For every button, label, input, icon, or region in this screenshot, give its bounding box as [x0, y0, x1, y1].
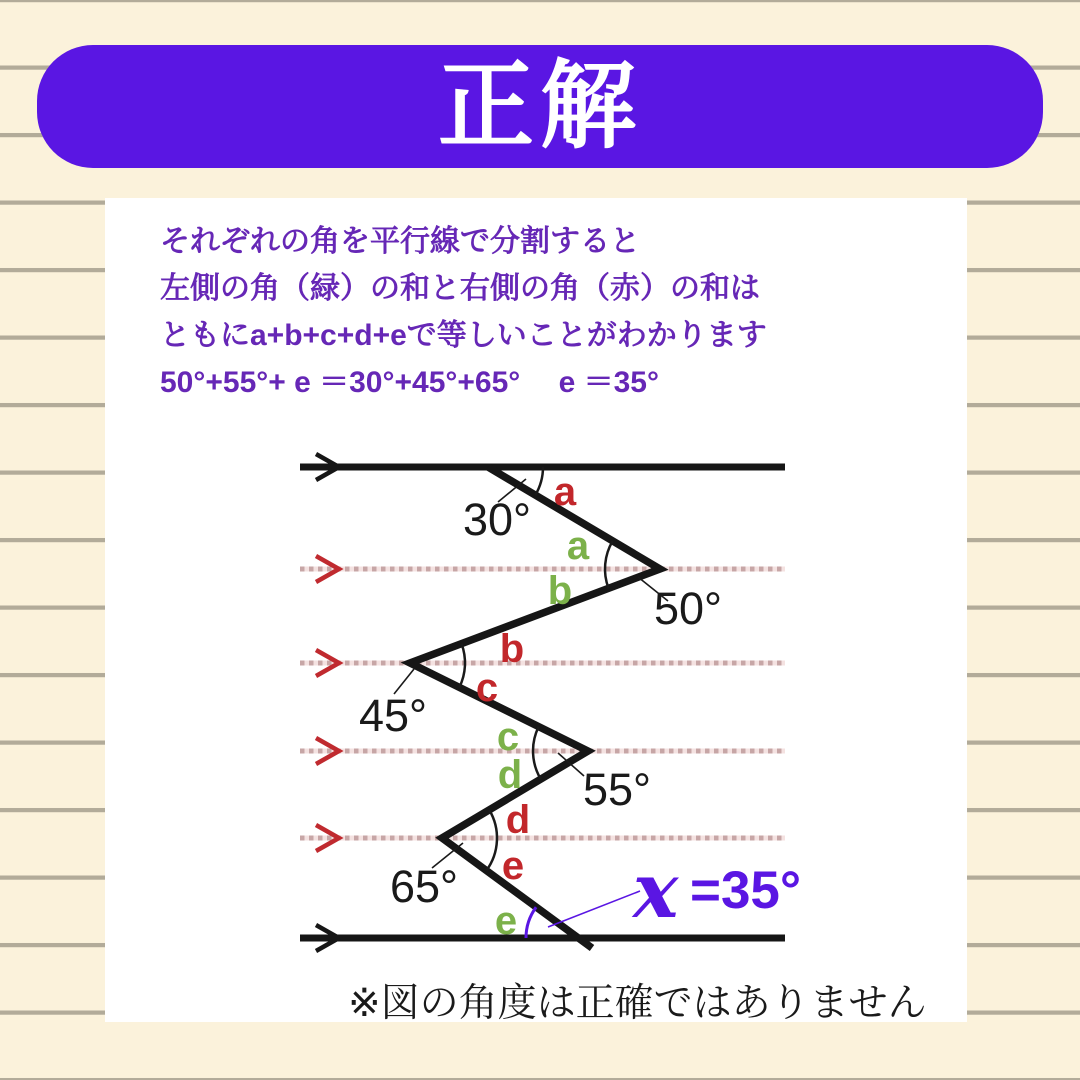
x-value: =35°: [690, 861, 802, 920]
explanation-line-2: 左側の角（緑）の和と右側の角（赤）の和は: [160, 272, 760, 305]
part-label-e-red: e: [501, 844, 525, 888]
x-symbol: x: [633, 846, 679, 935]
part-label-c-red: c: [475, 666, 499, 710]
answer-header-title: 正解: [438, 52, 642, 160]
explanation-line-4: 50°+55°+ e ＝30°+45°+65° e ＝35°: [160, 366, 659, 399]
part-label-a-green: a: [566, 524, 590, 568]
part-label-b-red: b: [499, 627, 525, 671]
angle-arc-45: [459, 644, 465, 688]
explanation-line-3: ともにa+b+c+d+eで等しいことがわかります: [160, 319, 767, 352]
part-label-a-red: a: [553, 470, 577, 514]
x-angle-arc: [526, 907, 536, 938]
footnote: ※図の角度は正確ではありません: [348, 982, 927, 1025]
explanation-line-1: それぞれの角を平行線で分割すると: [160, 225, 640, 258]
angle-label-50: 50°: [653, 583, 723, 634]
angle-label-30: 30°: [462, 494, 532, 545]
angle-arc-30: [535, 467, 543, 495]
part-label-d-red: d: [505, 798, 531, 842]
part-label-b-green: b: [547, 569, 573, 613]
angle-label-65: 65°: [389, 861, 459, 912]
x-result-label: [631, 846, 801, 935]
leader-x: [548, 891, 640, 927]
angle-label-45: 45°: [358, 690, 428, 741]
part-label-d-green: d: [497, 753, 523, 797]
angle-label-55: 55°: [582, 764, 652, 815]
part-label-c-green: c: [496, 715, 520, 759]
part-label-e-green: e: [494, 899, 518, 943]
angle-arc-50: [605, 541, 613, 588]
